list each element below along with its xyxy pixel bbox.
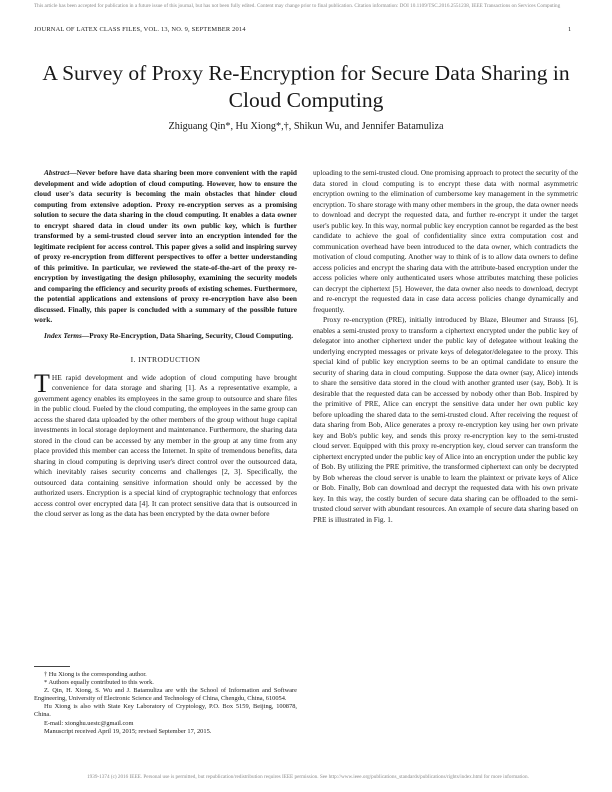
footnote-affiliation: Z. Qin, H. Xiong, S. Wu and J. Batamuliza are with the School of Information and Software Engineering, University of Electronic Science and Technology of China, Chengdu, China, 610054. bbox=[34, 687, 297, 703]
footnote-equal-contribution: * Authors equally contributed to this work. bbox=[44, 679, 154, 687]
page-number: 1 bbox=[568, 26, 572, 33]
footnote-manuscript-dates: Manuscript received April 19, 2015; revised September 17, 2015. bbox=[44, 727, 212, 735]
left-column bbox=[34, 168, 297, 520]
publication-notice: This article has been accepted for publication in a future issue of this journal, but has not been fully edited. Content may change prior to final publication. Citation information: DOI 10.1109/TSC.2016.2551238, IEEE Transactions on Services Computing bbox=[34, 3, 561, 9]
index-terms-label: Index Terms bbox=[44, 330, 82, 340]
right-paragraph-1: uploading to the semi-trusted cloud. One promising approach to protect the security of the data stored in cloud computing is to encrypt these data with normal asymmetric encryption owning to the elimination of cumbersome key management in the symmetric encryption. To share storage with many other members in the group, the data owner needs to download and decrypt the requested data, and further re-encrypt it under the target user's public key. In this way, normal public key encryption cannot be regarded as the best candidate to achieve the goal of confidentiality since extra computation cost and communication overhead have been introduced to the data owner, which contradicts the motivation of cloud computing. Another way to think of is to allow data owners to define access policies and encrypt the sharing data with the attribute-based encryption under the access policies where only authenticated users whose attributes matching these policies can decrypt the ciphertext [5]. However, the data owner also needs to download, decrypt and re-encrypt the requested data in case data access policies change dynamically and frequently. bbox=[313, 168, 578, 314]
index-terms bbox=[34, 331, 297, 342]
intro-paragraph bbox=[34, 368, 297, 520]
footnotes bbox=[34, 666, 297, 736]
footnote-corresponding: † Hu Xiong is the corresponding author. bbox=[44, 671, 147, 678]
index-terms-text: —Proxy Re-Encryption, Data Sharing, Security, Cloud Computing. bbox=[81, 330, 294, 340]
right-paragraph-2: Proxy re-encryption (PRE), initially introduced by Blaze, Bleumer and Strauss [6], enables a semi-trusted proxy to transform a ciphertext encrypted under the public key of delegator into another ciphertext under the public key of delegatee without leaking the underlying encrypted messages or private keys of delegator/delegatee to the proxy. This special kind of public key encryption seems to be an optimal candidate to ensure the security of sharing data in cloud computing. Suppose the data owner (say, Alice) intends to share the sensitive data stored in the cloud with another granted user (say, Bob). It is desirable that the requested data can be accessed by nobody other than Bob. Inspired by the primitive of PRE, Alice can encrypt the sensitive data under her own public key before uploading the shared data to the semi-trusted cloud. After receiving the request of data sharing from Bob, Alice generates a proxy re-encryption key using her own private key and Bob's public key, and sends this proxy re-encryption key to the semi-trusted cloud server. Equipped with this proxy re-encryption key, cloud server can transform the ciphertext encrypted under the public key of Alice into an encryption under the public key of Bob. By utilizing the PRE primitive, the transformed ciphertext can only be decrypted by Bob whereas the cloud server is unable to learn the plaintext or private keys of Alice or Bob. Finally, Bob can download and decrypt the requested data with his own private key. In this way, the costly burden of secure data sharing can be offloaded to the semi-trusted cloud server with abundant resources. An example of secure data sharing based on PRE is illustrated in Fig. 1. bbox=[313, 315, 578, 524]
author-list: Zhiguang Qin*, Hu Xiong*,†, Shikun Wu, and Jennifer Batamuliza bbox=[168, 121, 444, 132]
right-column bbox=[313, 168, 578, 525]
footnote-affiliation-2: Hu Xiong is also with State Key Laboratory of Cryptology, P.O. Box 5159, Beijing, 100878, China. bbox=[34, 703, 297, 719]
paper-title: A Survey of Proxy Re-Encryption for Secure Data Sharing in Cloud Computing bbox=[42, 61, 570, 112]
footnote-rule bbox=[34, 666, 70, 667]
intro-paragraph-text: HE rapid development and wide adoption of cloud computing have brought convenience for data storage and sharing [1]. As a representative example, a government agency enables its employees in the same group to outsource and share files in the public cloud. Fueled by the cloud computing, the employees in the same group can access the shared data uploaded by the other members of the group without huge capital investments in local storage deployment and maintenance. Furthermore, the sharing data stored in the cloud can be accessed by any member in the group at any time from any place provided this member can access the Internet. In spite of tremendous benefits, data sharing in cloud computing is depriving user's direct control over the outsourced data, which inevitably raises security concerns and challenges [2, 3]. Specifically, the outsourced data containing sensitive information should only be accessed by the authorized users. Encryption is a special kind of cryptographic technology that enforces access control over encrypted data [4]. It can protect sensitive data that is outsourced in the cloud server as long as the data has been encrypted by the data owner before bbox=[34, 372, 297, 518]
journal-header: JOURNAL OF LATEX CLASS FILES, VOL. 13, NO. 9, SEPTEMBER 2014 bbox=[34, 26, 246, 33]
abstract bbox=[34, 168, 297, 326]
abstract-text: —Never before have data sharing been more convenient with the rapid development and wide adoption of cloud computing. However, how to ensure the cloud user's data security is becoming the main obstacles that hinder cloud computing from extensive adoption. Proxy re-encryption serves as a promising solution to secure the data sharing in the cloud computing. It enables a data owner to encrypt shared data in cloud under its own public key, which is further transformed by a semi-trusted cloud server into an encryption intended for the legitimate recipient for access control. This paper gives a solid and inspiring survey of proxy re-encryption from different perspectives to offer a better understanding of this primitive. In particular, we reviewed the state-of-the-art of the proxy re-encryption by investigating the design philosophy, examining the security models and comparing the efficiency and security proofs of existing schemes. Furthermore, the potential applications and extensions of proxy re-encryption have also been discussed. Finally, this paper is concluded with a summary of the possible future work. bbox=[34, 168, 297, 324]
drop-cap: T bbox=[34, 368, 50, 398]
section-heading-introduction: I. INTRODUCTION bbox=[130, 355, 201, 364]
copyright-notice: 1939-1374 (c) 2016 IEEE. Personal use is permitted, but republication/redistribution requires IEEE permission. See http://www.ieee.org/publications_standards/publications/rights/index.html for more information. bbox=[87, 774, 529, 780]
footnote-email: E-mail: xionghu.uestc@gmail.com bbox=[44, 719, 134, 727]
abstract-label: Abstract bbox=[44, 168, 70, 177]
